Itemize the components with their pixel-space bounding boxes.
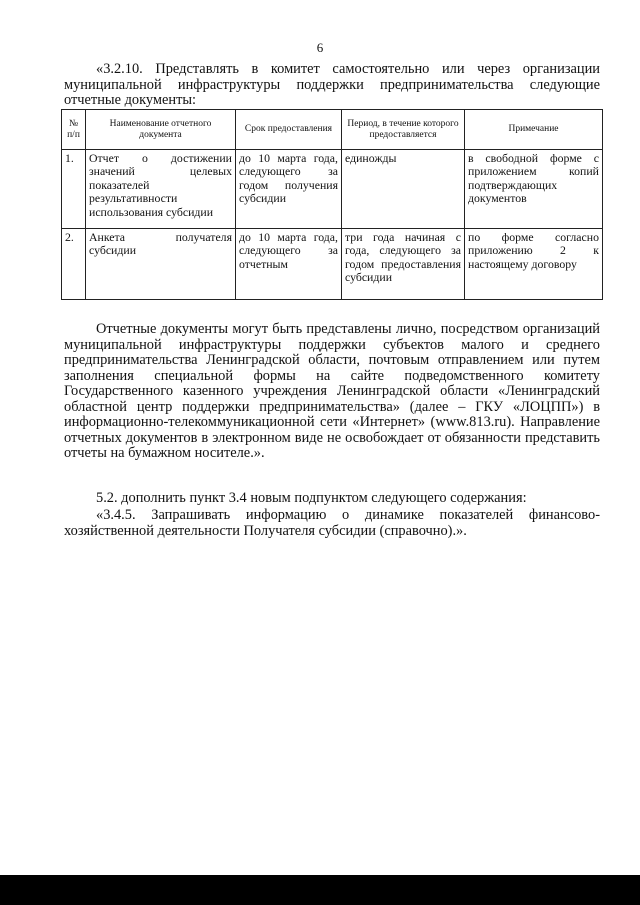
header-note: Примечание: [465, 110, 603, 150]
header-document-name: Наименование отчетного документа: [86, 110, 236, 150]
cell-note: по форме согласно приложению 2 к настоящему договору: [465, 229, 603, 300]
page-number: 6: [316, 40, 324, 55]
reporting-methods-paragraph: Отчетные документы могут быть представлены лично, посредством организаций муниципальной инфраструктуры поддержки субъектов малого и среднего предпринимательства Ленинградской области, почтовым отправлением или путем заполнения специальной формы на сайте подведомственного комитету Государственного казенного учреждения Ленинградской области «Ленинградский областной центр поддержки предпринимательства» (далее – ГКУ «ЛОЦПП») в информационно-телекоммуникационной сети «Интернет» (www.813.ru). Направление отчетных документов в электронном виде не освобождает от обязанности представить отчеты на бумажном носителе.».: [64, 321, 600, 461]
intro-paragraph: «3.2.10. Представлять в комитет самостоятельно или через организации муниципальной инфраструктуры поддержки предпринимательства следующие отчетные документы:: [64, 61, 600, 108]
header-deadline: Срок предоставления: [236, 110, 342, 150]
cell-period: три года начиная с года, следующего за годом предоставления субсидии: [342, 229, 465, 300]
table-row: [62, 150, 603, 229]
cell-number: 1.: [62, 150, 86, 229]
header-number: № п/п: [62, 110, 86, 150]
cell-deadline: до 10 марта года, следующего за отчетным: [236, 229, 342, 300]
cell-period: единожды: [342, 150, 465, 229]
cell-document-name: Отчет о достижении значений целевых показателей результативности использования субсидии: [86, 150, 236, 229]
cell-note: в свободной форме с приложением копий подтверждающих документов: [465, 150, 603, 229]
table-header-row: [62, 110, 603, 150]
amendment-paragraph: 5.2. дополнить пункт 3.4 новым подпунктом следующего содержания:: [96, 490, 527, 506]
header-period: Период, в течение которого предоставляется: [342, 110, 465, 150]
new-subclause-paragraph: «3.4.5. Запрашивать информацию о динамике показателей финансово-хозяйственной деятельности Получателя субсидии (справочно).».: [64, 507, 600, 539]
table-row: [62, 229, 603, 300]
cell-document-name: Анкета получателя субсидии: [86, 229, 236, 300]
cell-number: 2.: [62, 229, 86, 300]
scan-bottom-band: [0, 875, 640, 905]
cell-deadline: до 10 марта года, следующего за годом получения субсидии: [236, 150, 342, 229]
reporting-documents-table: [61, 109, 603, 300]
